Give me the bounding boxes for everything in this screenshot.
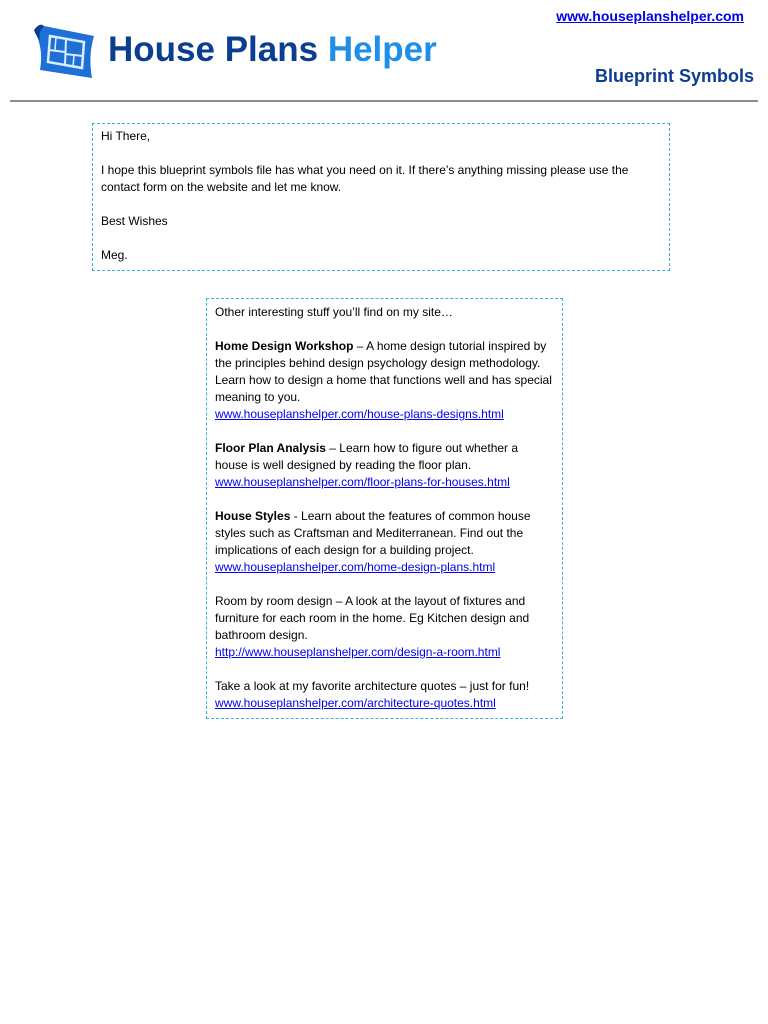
site-url-link[interactable]: www.houseplanshelper.com: [556, 8, 744, 24]
links-intro: Other interesting stuff you’ll find on my site…: [215, 305, 453, 319]
note-greeting: Hi There,: [101, 129, 151, 143]
link-item-room-by-room-design: [215, 593, 554, 661]
note-signature: Meg.: [101, 248, 128, 262]
link-item-url[interactable]: www.houseplanshelper.com/floor-plans-for-houses.html: [215, 475, 510, 489]
header-divider: [10, 100, 758, 102]
note-closing: Best Wishes: [101, 214, 168, 228]
brand-title-part1: House Plans: [108, 30, 319, 69]
brand-title: [108, 28, 437, 72]
note-box: [92, 123, 670, 271]
link-item-title: House Styles: [215, 509, 291, 523]
link-item-description: Room by room design – A look at the layout of fixtures and furniture for each room in the home. Eg Kitchen design and bathroom design.: [215, 594, 530, 642]
brand-title-part2: Helper: [327, 30, 437, 69]
link-item-house-styles: [215, 508, 554, 576]
link-item-url[interactable]: www.houseplanshelper.com/house-plans-designs.html: [215, 407, 504, 421]
link-item-description: - Learn about the features of common house styles such as Craftsman and Mediterranean. Find out the implications of each design for a building project.: [215, 509, 531, 557]
link-item-title: Home Design Workshop: [215, 339, 354, 353]
link-item-url[interactable]: http://www.houseplanshelper.com/design-a-room.html: [215, 645, 501, 659]
link-item-description: – A home design tutorial inspired by the principles behind design psychology design methodology. Learn how to design a home that functions well and has special meaning to you.: [215, 339, 552, 404]
link-item-description: – Learn how to figure out whether a house is well designed by reading the floor plan.: [215, 441, 519, 472]
link-item-description: Take a look at my favorite architecture quotes – just for fun!: [215, 679, 530, 693]
document-title: Blueprint Symbols: [594, 66, 754, 86]
link-item-url[interactable]: www.houseplanshelper.com/architecture-quotes.html: [215, 696, 496, 710]
link-item-url[interactable]: www.houseplanshelper.com/home-design-plans.html: [215, 560, 496, 574]
links-box: [206, 298, 563, 719]
link-item-floor-plan-analysis: [215, 440, 554, 491]
note-body: I hope this blueprint symbols file has what you need on it. If there’s anything missing please use the contact form on the website and let me know.: [101, 163, 629, 194]
link-item-architecture-quotes: [215, 678, 554, 712]
blueprint-scroll-icon: [30, 20, 100, 84]
link-item-title: Floor Plan Analysis: [215, 441, 326, 455]
link-item-home-design-workshop: [215, 338, 554, 423]
